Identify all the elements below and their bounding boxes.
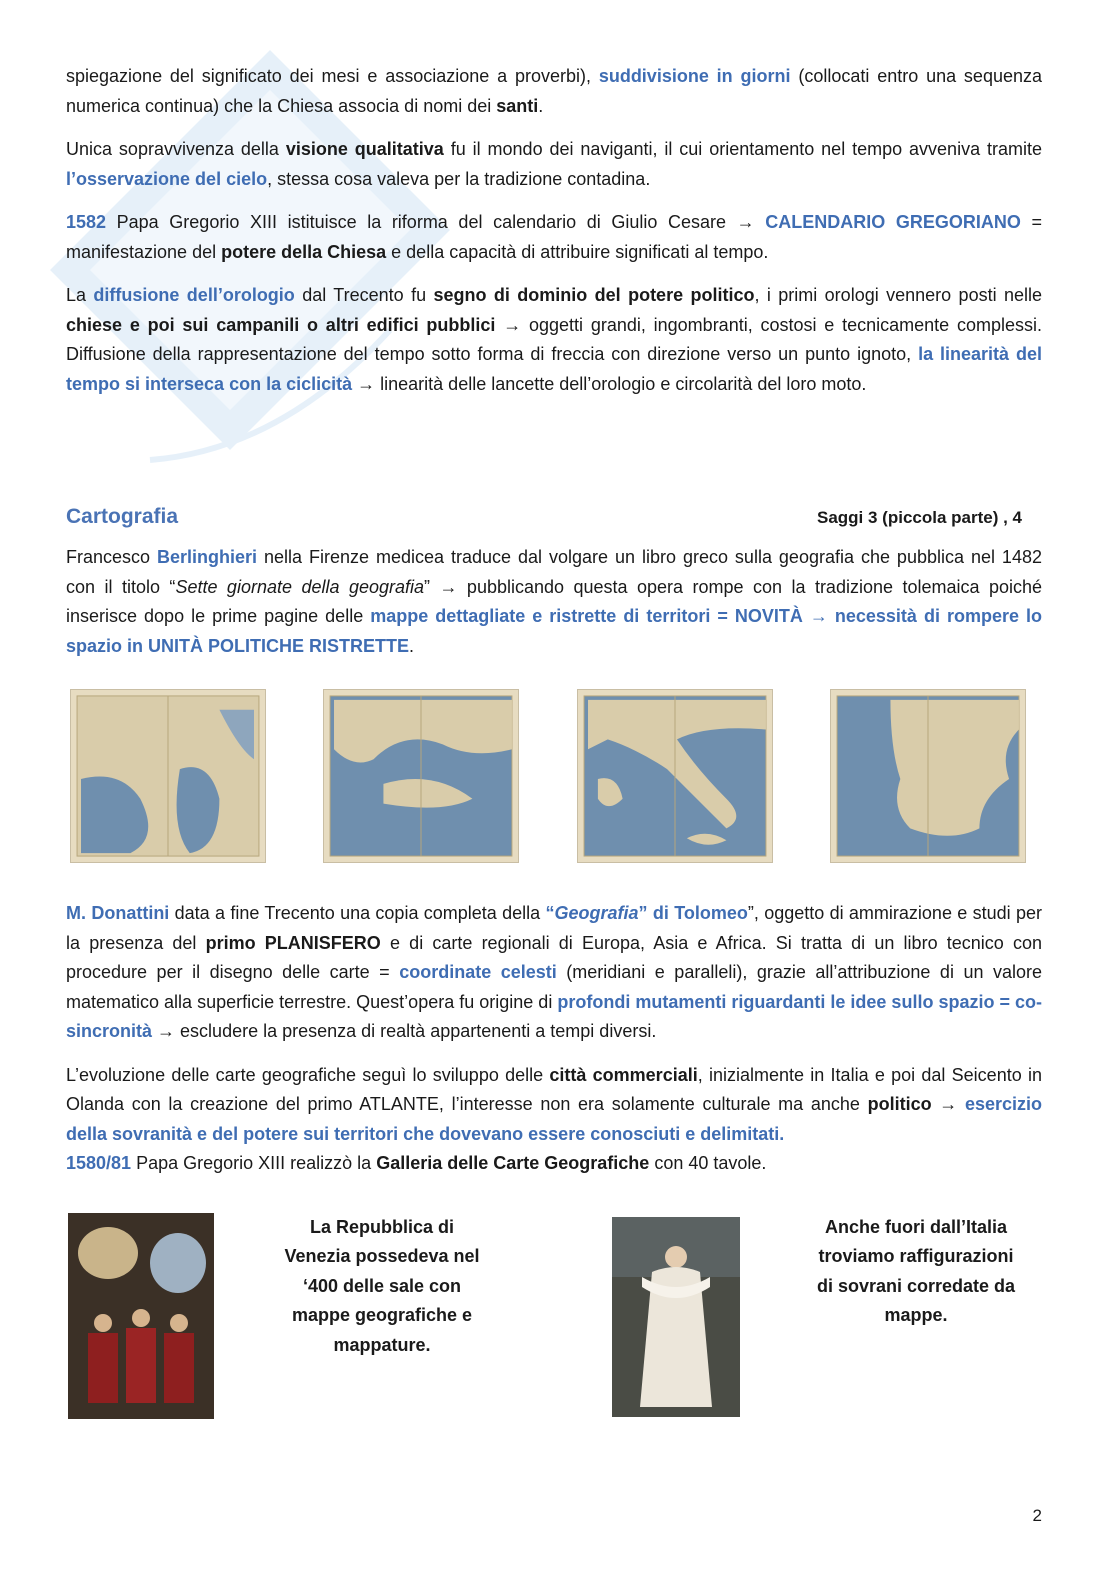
highlight-text: ” di Tolomeo — [638, 903, 748, 923]
text: e di carte regionali di Europa, Asia e Africa. Si tratta di un libro tecnico con procedure per il disegno delle carte = — [66, 932, 1042, 982]
text: = manifestazione del — [66, 212, 1042, 262]
text: , inizialmente in Italia e poi dal Seicento in Olanda con la creazione del primo ATLANTE, l’interesse non era solamente culturale ma anche — [66, 1064, 1042, 1114]
section-heading-row — [66, 505, 1042, 529]
paragraph-2 — [66, 135, 1042, 194]
text: . — [409, 635, 415, 656]
text: Unica sopravvivenza della — [66, 139, 286, 159]
highlight-text: necessità di rompere lo spazio in UNITÀ POLITICHE RISTRETTE — [66, 606, 1042, 656]
text: e della capacità di attribuire significati al tempo. — [386, 241, 769, 262]
highlight-text: CALENDARIO GREGORIANO — [765, 212, 1021, 232]
highlight-text: la linearità del tempo si interseca con la ciclicità — [66, 344, 1042, 394]
bold-text: visione qualitativa — [285, 139, 444, 159]
section-title: Cartografia — [66, 505, 179, 528]
text: (meridiani e paralleli), grazie all’attribuzione di un valore matematico alla superficie terrestre. Quest’opera fu origine di — [66, 962, 1042, 1012]
page-number: 2 — [1032, 1506, 1042, 1525]
text: linearità delle lancette dell’orologio e circolarità del loro moto. — [375, 373, 867, 394]
text: con 40 tavole. — [649, 1153, 767, 1173]
text: nella Firenze medicea traduce dal volgare un libro greco sulla geografia che pubblica nel 1482 con il titolo “ — [66, 547, 1042, 597]
text: spiegazione del significato dei mesi e associazione a proverbi), — [66, 66, 599, 86]
text: (collocati entro una sequenza numerica continua) che la Chiesa associa di nomi dei — [66, 66, 1042, 116]
highlight-text: diffusione dell’orologio — [93, 285, 295, 305]
text: data a fine Trecento una copia completa della — [169, 903, 546, 923]
text: ” — [424, 576, 440, 597]
highlight-year: 1582 — [66, 212, 107, 232]
text: Francesco — [66, 547, 157, 567]
paragraph-1 — [66, 62, 1042, 121]
caption-sovereigns: Anche fuori dall’Italia troviamo raffigurazioni di sovrani corredate da mappe. — [816, 1216, 1016, 1325]
arrow-icon: → — [157, 1021, 176, 1041]
painting-illustration — [68, 1213, 214, 1419]
painting-venice — [68, 1213, 214, 1419]
paragraph-5 — [66, 543, 1042, 661]
text: L’evoluzione delle carte geografiche seguì lo sviluppo delle — [66, 1064, 550, 1085]
caption-venice: La Repubblica di Venezia possedeva nel ‘400 delle sale con mappe geografiche e mappature. — [284, 1216, 480, 1355]
text: ”, oggetto di ammirazione e studi per la presenza del — [66, 903, 1042, 953]
highlight-text: l’osservazione del cielo — [66, 168, 268, 189]
bold-text: politico — [867, 1094, 932, 1114]
bold-text: santi — [496, 95, 539, 116]
text: Papa Gregorio XIII realizzò la — [131, 1153, 377, 1173]
highlight-text: M. Donattini — [66, 903, 170, 923]
text: , i primi orologi vennero posti nelle — [754, 285, 1043, 305]
map-illustration — [578, 690, 772, 862]
map-image-1 — [70, 689, 266, 863]
highlight-text: esercizio della sovranità e del potere sui territori che dovevano essere conosciuti e delimitati. — [66, 1094, 1042, 1144]
text: fu il mondo dei naviganti, il cui orientamento nel tempo avveniva tramite — [443, 139, 1042, 159]
quote-mark: “ — [545, 903, 555, 923]
highlight-text: mappe dettagliate e ristrette di territori = NOVITÀ — [370, 606, 803, 626]
map-image-4 — [830, 689, 1026, 863]
map-gallery — [70, 689, 1026, 863]
highlight-year: 1580/81 — [66, 1153, 132, 1173]
bold-text: potere della Chiesa — [221, 241, 387, 262]
map-illustration — [831, 690, 1025, 862]
italic-highlight-text: Geografia — [554, 903, 639, 923]
italic-text: Sette giornate della geografia — [175, 576, 424, 597]
text: . — [538, 95, 544, 116]
map-illustration — [71, 690, 265, 862]
section-reference: Saggi 3 (piccola parte) , 4 — [816, 508, 1022, 527]
map-illustration — [324, 690, 518, 862]
map-image-2 — [323, 689, 519, 863]
paragraph-7 — [66, 1061, 1042, 1179]
document-page — [66, 62, 1042, 1423]
highlight-text: Berlinghieri — [157, 547, 258, 567]
bold-text: chiese e poi sui campanili o altri edifici pubblici — [66, 314, 496, 335]
highlight-text: coordinate celesti — [399, 962, 557, 982]
bold-text: Galleria delle Carte Geografiche — [376, 1153, 650, 1173]
paragraph-6 — [66, 899, 1042, 1047]
arrow-icon: → — [809, 606, 828, 626]
arrow-icon: → — [939, 1094, 958, 1114]
illustrations-row — [66, 1213, 1042, 1423]
paragraph-4 — [66, 281, 1042, 399]
bold-text: segno di dominio del potere politico — [433, 285, 755, 305]
portrait-queen — [612, 1217, 740, 1417]
highlight-text: suddivisione in giorni — [598, 66, 791, 86]
bold-text: città commerciali — [549, 1064, 698, 1085]
highlight-text: profondi mutamenti riguardanti le idee sullo spazio = co-sincronità — [66, 991, 1043, 1041]
text: oggetti grandi, ingombranti, costosi e tecnicamente complessi. Diffusione della rappresentazione del tempo sotto forma di freccia con direzione verso un punto ignoto, — [66, 314, 1042, 364]
paragraph-3 — [66, 208, 1042, 267]
text: escludere la presenza di realtà appartenenti a tempi diversi. — [175, 1021, 657, 1041]
arrow-icon: → — [503, 314, 522, 335]
portrait-illustration — [612, 1217, 740, 1417]
text: La — [66, 285, 94, 305]
arrow-icon: → — [439, 576, 458, 597]
arrow-icon: → — [736, 212, 755, 232]
map-image-3 — [577, 689, 773, 863]
text: pubblicando questa opera rompe con la tradizione tolemaica poiché inserisce dopo le prime pagine delle — [66, 576, 1042, 626]
arrow-icon: → — [357, 373, 376, 394]
text: Papa Gregorio XIII istituisce la riforma del calendario di Giulio Cesare — [106, 212, 737, 232]
text: , stessa cosa valeva per la tradizione contadina. — [267, 168, 651, 189]
text: dal Trecento fu — [294, 285, 434, 305]
bold-text: primo PLANISFERO — [205, 932, 381, 953]
